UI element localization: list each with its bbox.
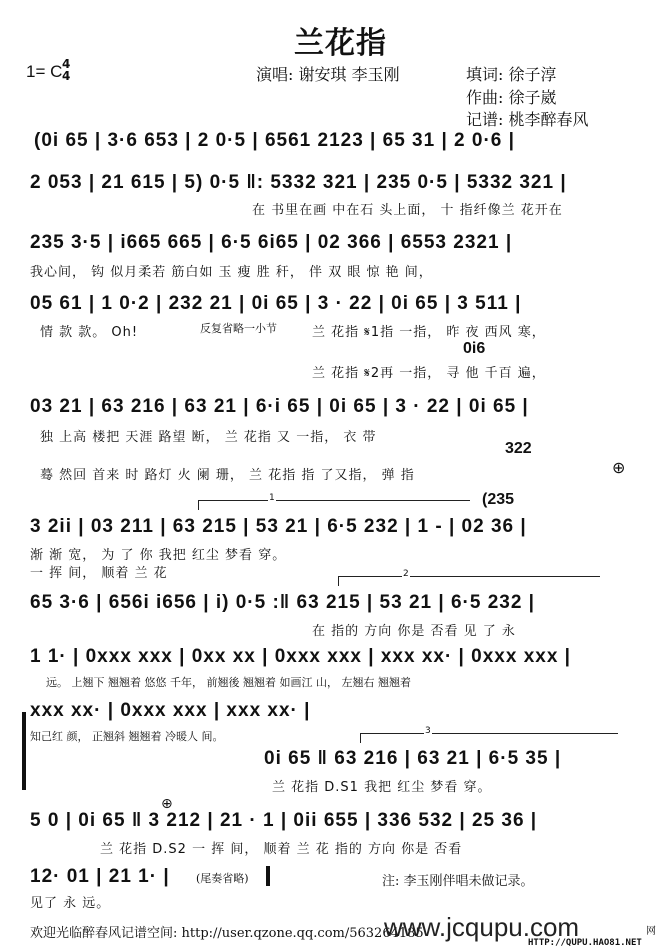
lyrics-row-6b: 一 挥 间， 顺着 兰 花: [30, 566, 168, 581]
score-row-7: 65 3·6 | 656i i656 | i) 0·5 :‖ 63 215 | 53 21 | 6·5 232 |: [30, 592, 535, 613]
lyrics-row-4c: 兰 花指 𝄋2再 一指， 寻 他 千百 遍，: [312, 366, 546, 381]
score-row-11: 12· 01 | 21 1· |: [30, 866, 170, 887]
score-row-9: xxx xx· | 0xxx xxx | xxx xx· |: [30, 700, 311, 721]
lyrics-row-4b: 兰 花指 𝄋1指 一指， 昨 夜 西风 寒，: [312, 325, 546, 340]
lyrics-row-10: 兰 花指 D.S2 一 挥 间， 顺着 兰 花 指的 方向 你是 否看: [100, 842, 463, 857]
lyrics-row-7: 在 指的 方向 你是 否看 见 了 永: [312, 624, 516, 639]
coda-icon-2: ⊕: [161, 796, 173, 812]
lyrics-row-9-sub: 兰 花指 D.S1 我把 红尘 梦看 穿。: [272, 780, 492, 795]
time-sig-bottom: 4: [62, 69, 71, 83]
score-row-4: 05 61 | 1 0·2 | 232 21 | 0i 65 | 3 · 22 | 0i 65 | 3 511 |: [30, 293, 522, 314]
volta-number-2: 2: [403, 569, 409, 579]
watermark-char: 网: [646, 926, 656, 937]
repeat-omit-note: 反复省略一小节: [200, 322, 277, 335]
lyrics-row-5a: 独 上高 楼把 天涯 路望 断， 兰 花指 又 一指， 衣 带: [40, 430, 377, 445]
singer-credit: 演唱: 谢安琪 李玉刚: [256, 65, 400, 84]
score-row-10: 5 0 | 0i 65 ‖ 3 212 | 21 · 1 | 0ii 655 | 336 532 | 25 36 |: [30, 810, 538, 831]
transcriber-credit: 记谱: 桃李醉春风: [466, 110, 589, 129]
outro-omitted-note: (尾奏省略): [196, 872, 249, 885]
lyrics-row-9: 知己红 颜， 正翘斜 翘翘着 冷暖人 间。: [30, 730, 224, 743]
lyrics-row-4a: 情 款 款。 Oh!: [40, 325, 139, 340]
alt-notes-row-4: 0i6: [463, 340, 486, 357]
lyrics-row-8: 远。 上翘下 翘翘着 悠悠 千年， 前翘後 翘翘着 如画江 山， 左翘右 翘翘着: [46, 676, 411, 689]
volta-number-3: 3: [425, 726, 431, 736]
score-row-9-sub: 0i 65 ‖ 63 216 | 63 21 | 6·5 35 |: [264, 748, 562, 769]
song-title: 兰花指: [294, 26, 387, 61]
transcription-note: 注: 李玉刚伴唱未做记录。: [382, 874, 534, 889]
lyrics-row-2: 在 书里在画 中在石 头上面， 十 指纤像兰 花开在: [252, 203, 563, 218]
lyricist-credit: 填词: 徐子淳: [466, 65, 557, 84]
volta-bracket-1: [198, 500, 470, 501]
watermark-url: HTTP://QUPU.HAO81.NET: [528, 938, 642, 948]
lyrics-row-6a: 渐 渐 宽， 为 了 你 我把 红尘 梦看 穿。: [30, 548, 287, 563]
volta-bracket-1-start: [198, 500, 199, 510]
footer-welcome: 欢迎光临醉春风记谱空间: http://user.qzone.qq.com/563264185: [30, 926, 424, 941]
score-row-2: 2 053 | 21 615 | 5) 0·5 ‖: 5332 321 | 235 0·5 | 5332 321 |: [30, 172, 567, 193]
alt-notes-row-5: 322: [505, 440, 532, 457]
coda-icon: ⊕: [612, 458, 626, 477]
volta-bracket-3-start: [360, 733, 361, 743]
system-bracket: [22, 712, 26, 790]
lyrics-row-5b: 蓦 然回 首来 时 路灯 火 阑 珊， 兰 花指 指 了又指， 弹 指: [40, 468, 415, 483]
interlude-notes: (235: [482, 491, 515, 508]
volta-bracket-3: [360, 733, 618, 734]
score-row-6: 3 2ii | 03 211 | 63 215 | 53 21 | 6·5 232 | 1 - | 02 36 |: [30, 516, 527, 537]
time-sig-top: 4: [62, 57, 71, 71]
key-signature: 1= C: [26, 62, 63, 81]
final-barline: [266, 866, 270, 886]
composer-credit: 作曲: 徐子崴: [466, 88, 557, 107]
score-row-5: 03 21 | 63 216 | 63 21 | 6·i 65 | 0i 65 | 3 · 22 | 0i 65 |: [30, 396, 529, 417]
score-row-8: 1 1· | 0xxx xxx | 0xx xx | 0xxx xxx | xxx xx· | 0xxx xxx |: [30, 646, 571, 667]
volta-bracket-2-start: [338, 576, 339, 586]
score-row-3: 235 3·5 | i665 665 | 6·5 6i65 | 02 366 | 6553 2321 |: [30, 232, 513, 253]
lyrics-row-11: 见了 永 远。: [30, 896, 111, 911]
score-row-1: (0i 65 | 3·6 653 | 2 0·5 | 6561 2123 | 65 31 | 2 0·6 |: [34, 130, 515, 151]
lyrics-row-3: 我心间， 钩 似月柔若 筋白如 玉 瘦 胜 秆， 伴 双 眼 惊 艳 间，: [30, 265, 433, 280]
time-signature: [62, 58, 70, 82]
watermark: www.jcqupu.com: [384, 912, 580, 942]
volta-bracket-2: [338, 576, 600, 577]
volta-number-1: 1: [269, 493, 275, 503]
